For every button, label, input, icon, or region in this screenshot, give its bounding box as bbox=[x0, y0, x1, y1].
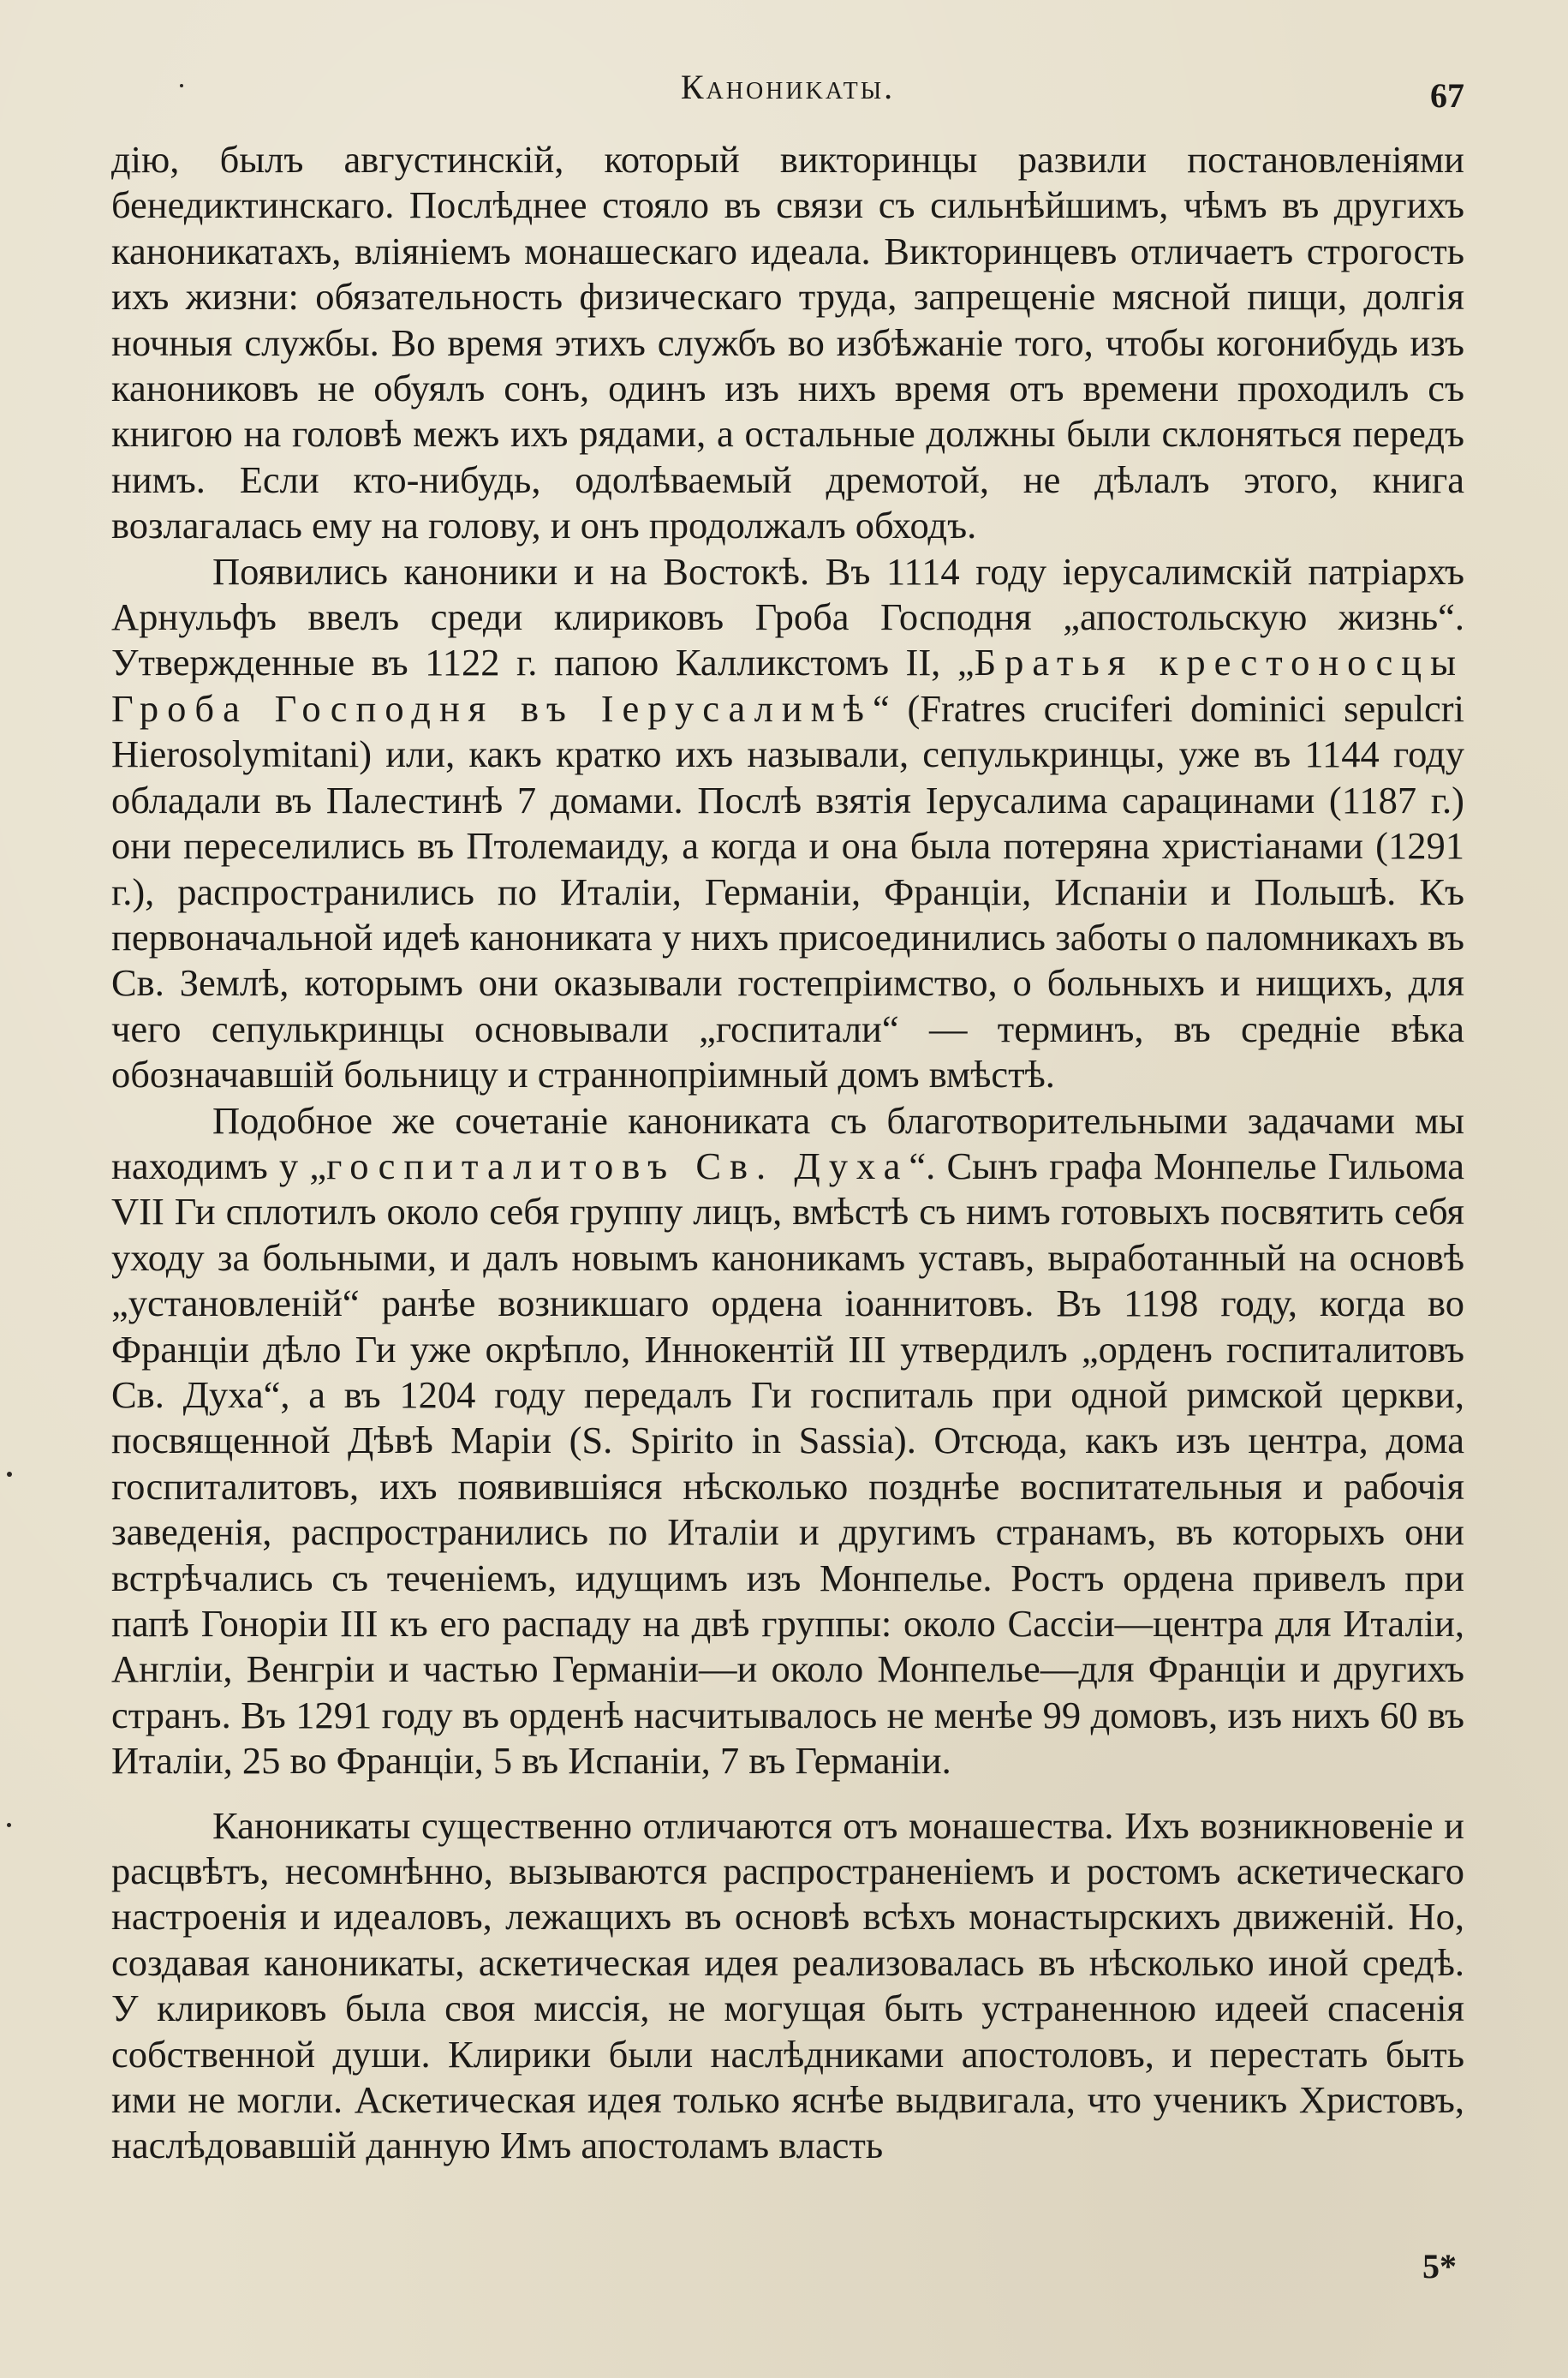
paragraph-2-text-a: Появились каноники и на Востокѣ. Въ 1114 году іерусалимскій патріархъ Арнульфъ ввелъ среди клириковъ Гроба Господня „апостольскую жизнь“. Утвержденные въ 1122 г. папою Калликстомъ II, „ bbox=[111, 549, 1464, 684]
paragraph-2-text-b: “ (Fratres cruciferi dominici sepulcri Hierosolymitani) или, какъ кратко ихъ называли, сепулькринцы, уже въ 1144 году обладали въ Палестинѣ 7 домами. Послѣ взятія Іерусалима сарацинами (1187 г.) они переселились въ Птолемаиду, а когда и она была потеряна христіанами (1291 г.), распространились по Италіи, Германіи, Франціи, Испаніи и Польшѣ. Къ первоначальной идеѣ каноникатa у нихъ присоединились заботы о паломникахъ въ Св. Землѣ, которымъ они оказывали гостепріимство, о больныхъ и нищихъ, для чего сепулькринцы основывали „госпитали“ — терминъ, въ средніе вѣка обозначавшій больницу и страннопріимный домъ вмѣстѣ. bbox=[111, 686, 1464, 1096]
margin-speck bbox=[7, 1472, 12, 1477]
paragraph-1: дію, былъ августинскій, который викторинцы развили постановленіями бенедиктинскаго. Послѣднее стояло въ связи съ сильнѣйшимъ, чѣмъ въ другихъ каноникатахъ, вліяніемъ монашескаго идеала. Викторинцевъ отличаетъ строгость ихъ жизни: обязательность физическаго труда, запрещеніе мясной пищи, долгія ночныя службы. Во время этихъ службъ во избѣжаніе того, чтобы когонибудь изъ канониковъ не обуялъ сонъ, одинъ изъ нихъ время отъ времени проходилъ съ книгою на головѣ межъ ихъ рядами, а остальные должны были склоняться передъ нимъ. Если кто-нибудь, одолѣваемый дремотой, не дѣлалъ этого, книга возлагалась ему на голову, и онъ продолжалъ обходъ. bbox=[111, 138, 1464, 547]
page-header bbox=[111, 60, 1464, 115]
paragraph-3 bbox=[111, 1098, 1464, 1784]
running-head: Канониkаты. bbox=[680, 68, 896, 106]
signature-mark: 5* bbox=[1422, 2247, 1457, 2285]
paragraph-2 bbox=[111, 549, 1464, 1098]
paragraph-4: Каноникаты существенно отличаются отъ монашества. Ихъ возникновеніе и расцвѣтъ, несомнѣнно, вызываются распространеніемъ и ростомъ аскетическаго настроенія и идеаловъ, лежащихъ въ основѣ всѣхъ монастырскихъ движеній. Но, создавая каноникаты, аскетическая идея реализовалась въ нѣсколько иной средѣ. У клириковъ была своя миссія, не могущая быть устраненною идеей спасенія собственной души. Клирики были наслѣдниками апостоловъ, и перестать быть ими не могли. Аскетическая идея только яснѣе выдвигала, что ученикъ Христовъ, наслѣдовавшій данную Имъ апостоламъ власть bbox=[111, 1803, 1464, 2167]
body-text bbox=[111, 137, 1464, 2169]
margin-speck bbox=[180, 84, 183, 87]
paragraph-3-text-b: “. Сынъ графа Монпелье Гильома VII Ги сплотилъ около себя группу лицъ, вмѣстѣ съ нимъ готовыхъ посвятить себя уходу за больными, и далъ новымъ каноникамъ уставъ, выработанный на основѣ „установленій“ ранѣе возникшаго ордена іоаннитовъ. Въ 1198 году, когда во Франціи дѣло Ги уже окрѣпло, Иннокентій III утвердилъ „орденъ госпиталитовъ Св. Духа“, а въ 1204 году передалъ Ги госпиталь при одной римской церкви, посвященной Дѣвѣ Маріи (S. Spirito in Sassia). Отсюда, какъ изъ центра, дома госпиталитовъ, ихъ появившіяся нѣсколько позднѣе воспитательныя и рабочія заведенія, распространились по Италіи и другимъ странамъ, въ которыхъ они встрѣчались съ теченіемъ, идущимъ изъ Монпелье. Ростъ ордена привелъ при папѣ Гоноріи III къ его распаду на двѣ группы: около Сассіи—центра для Италіи, Англіи, Венгріи и частью Германіи—и около Монпелье—для Франціи и другихъ странъ. Въ 1291 году въ орденѣ насчитывалось не менѣе 99 домовъ, изъ нихъ 60 въ Италіи, 25 во Франціи, 5 въ Испаніи, 7 въ Германіи. bbox=[111, 1144, 1464, 1783]
page-number: 67 bbox=[1430, 76, 1464, 115]
paragraph-2-spaced-title: Братья крестоносцы Гроба Господня въ Іерусалимѣ bbox=[111, 641, 1464, 730]
paragraph-3-text-a: Подобное же сочетаніе каноникатa съ благотворительными задачами мы находимъ у „ bbox=[111, 1098, 1464, 1187]
margin-speck bbox=[7, 1823, 11, 1827]
paragraph-3-spaced-title: госпиталитовъ Св. Духа bbox=[326, 1144, 909, 1187]
